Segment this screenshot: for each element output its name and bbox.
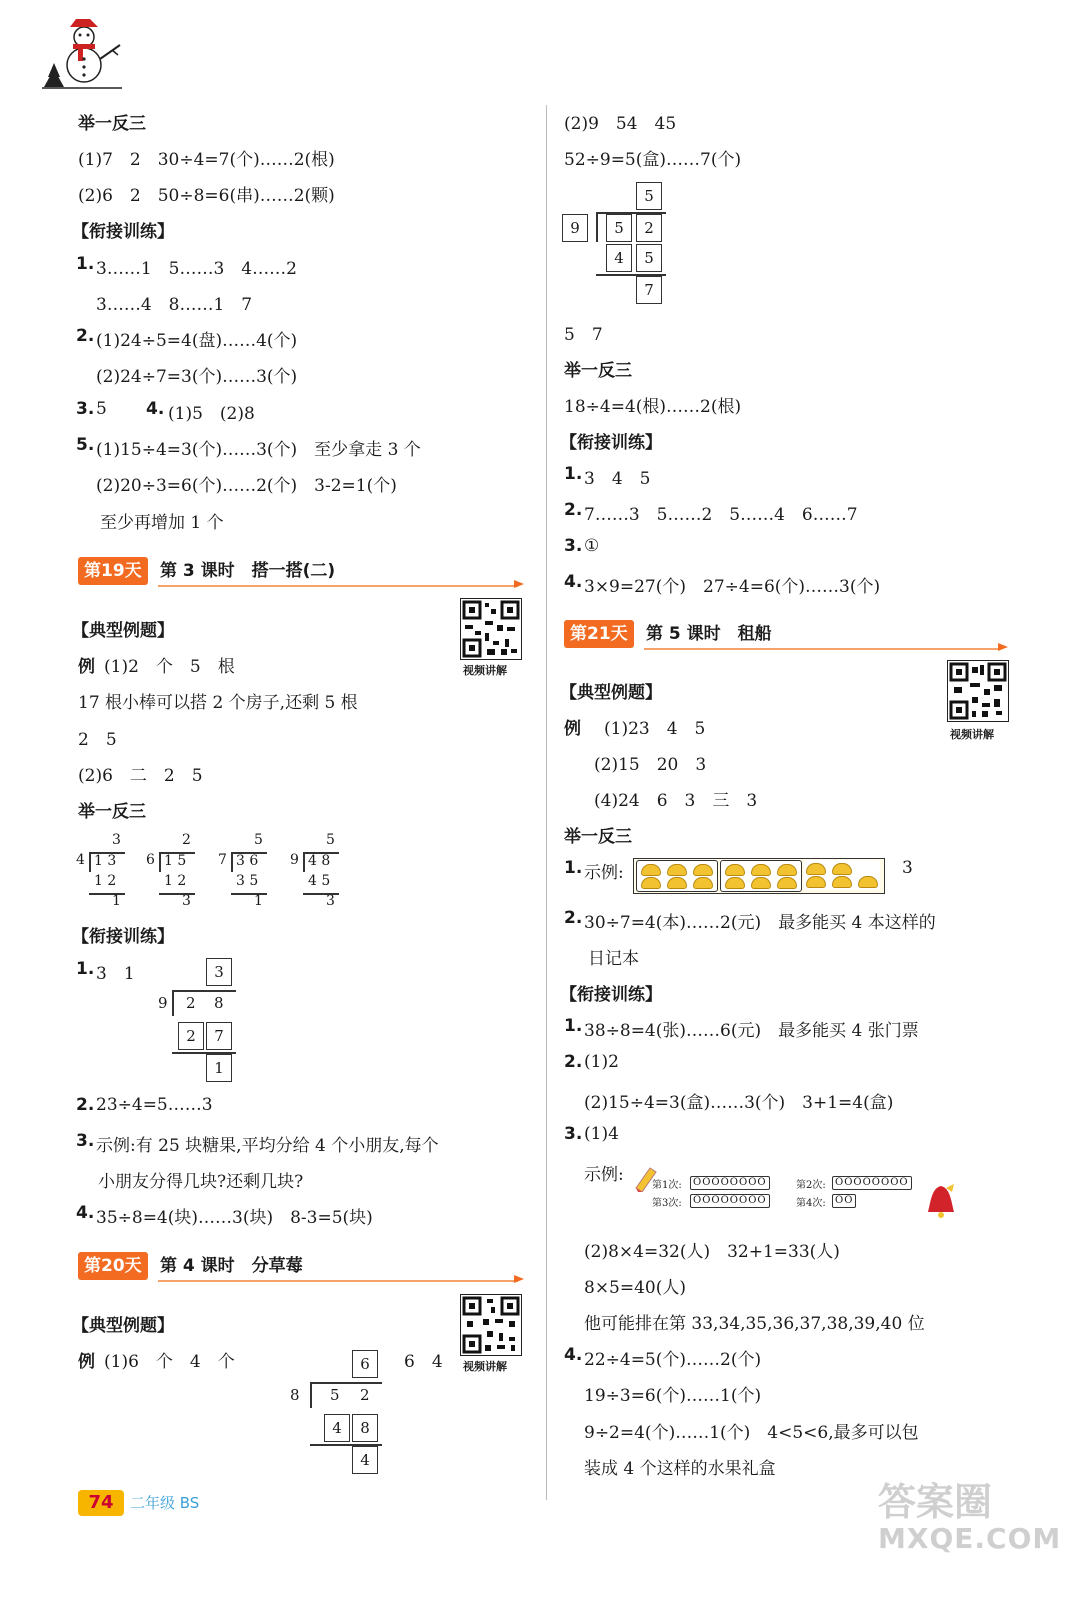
answer-line: 6 4 <box>404 1352 443 1372</box>
trip-label: 第3次: <box>652 1198 682 1209</box>
qr-code-icon[interactable] <box>947 660 1009 722</box>
answer-line: (1)15÷4=3(个)……3(个) 至少拿走 3 个 <box>96 440 421 460</box>
question-number: 4. <box>146 399 165 419</box>
answer-line: 日记本 <box>588 949 639 969</box>
question-number: 1. <box>564 858 583 878</box>
bread-groups-illustration <box>633 858 885 894</box>
grade-label: 二年级 BS <box>130 1494 200 1512</box>
answer-line: 3……1 5……3 4……2 <box>96 259 297 279</box>
day-badge: 第20天 <box>78 1252 148 1280</box>
answer-line: 2 5 <box>78 730 117 750</box>
lesson-title: 第 5 课时 租船 <box>646 624 772 644</box>
answer-line: (1)6 个 4 个 <box>104 1352 235 1372</box>
answer-line: ① <box>584 536 600 556</box>
answer-line: (1)23 4 5 <box>604 719 706 739</box>
day-19-header <box>78 557 526 585</box>
answer-line: 他可能排在第 33,34,35,36,37,38,39,40 位 <box>584 1314 925 1334</box>
question-number: 2. <box>564 908 583 928</box>
watermark-url: MXQE.COM <box>878 1522 1062 1555</box>
question-number: 4. <box>564 572 583 592</box>
section-heading: 【衔接训练】 <box>72 927 174 947</box>
qr-caption: 视频讲解 <box>950 728 994 741</box>
qr-caption: 视频讲解 <box>463 1360 507 1373</box>
long-division: 5 7 3 6 3 5 1 <box>218 832 298 912</box>
answer-line: 23÷4=5……3 <box>96 1095 213 1115</box>
arrow-icon <box>514 580 524 588</box>
header-underline <box>644 648 1000 650</box>
lesson-title: 第 3 课时 搭一搭(二) <box>160 561 336 581</box>
snowman-icon <box>40 15 125 93</box>
answer-line: (2)8×4=32(人) 32+1=33(人) <box>584 1242 840 1262</box>
answer-line: 52÷9=5(盒)……7(个) <box>564 150 742 170</box>
question-number: 1. <box>564 1016 583 1036</box>
answer-line: (1)5 (2)8 <box>168 404 255 424</box>
section-heading: 【典型例题】 <box>72 621 174 641</box>
section-heading: 举一反三 <box>78 114 146 134</box>
bell-icon <box>924 1182 958 1222</box>
day-badge: 第21天 <box>564 620 634 648</box>
header-underline <box>158 1280 518 1282</box>
boxed-division: 3 9 2 8 2 7 1 <box>150 956 250 1082</box>
bread-group <box>720 860 802 892</box>
answer-line: 5 <box>96 399 107 419</box>
section-heading: 【衔接训练】 <box>560 433 662 453</box>
answer-line: 22÷4=5(个)……2(个) <box>584 1350 762 1370</box>
answer-line: (1)2 个 5 根 <box>104 657 235 677</box>
watermark <box>878 1480 1061 1554</box>
answer-line: 9÷2=4(个)……1(个) 4<5<6,最多可以包 <box>584 1423 919 1443</box>
watermark-text: 答案圈 <box>878 1480 993 1524</box>
long-division: 3 4 1 3 1 2 1 <box>76 832 156 912</box>
answer-line: (2)6 2 50÷8=6(串)……2(颗) <box>78 186 335 206</box>
column-divider <box>546 105 547 1500</box>
day-20-header <box>78 1252 526 1280</box>
question-number: 3. <box>76 1131 95 1151</box>
question-number: 1. <box>76 959 95 979</box>
example-label: 例 <box>564 719 581 739</box>
question-number: 1. <box>76 254 95 274</box>
trip-label: 第1次: <box>652 1180 682 1191</box>
answer-line: 7……3 5……2 5……4 6……7 <box>584 505 858 525</box>
trip-people: OOOOOOOO <box>690 1176 770 1190</box>
answer-line: 18÷4=4(根)……2(根) <box>564 397 742 417</box>
question-number: 2. <box>76 1095 95 1115</box>
answer-line: 3 1 <box>96 964 135 984</box>
lesson-title: 第 4 课时 分草莓 <box>160 1256 303 1276</box>
page-number: 74 <box>78 1490 124 1516</box>
answer-line: (2)15 20 3 <box>594 755 707 775</box>
boxed-division: 6 8 5 2 4 8 4 <box>282 1348 392 1474</box>
section-heading: 举一反三 <box>564 361 632 381</box>
long-division: 5 9 4 8 4 5 3 <box>290 832 370 912</box>
day-badge: 第19天 <box>78 557 148 585</box>
bread-remainder <box>804 860 880 890</box>
answer-line: (1)4 <box>584 1124 619 1144</box>
answer-line: 5 7 <box>564 325 603 345</box>
section-heading: 【典型例题】 <box>72 1316 174 1336</box>
question-number: 4. <box>76 1203 95 1223</box>
example-label: 示例: <box>584 863 624 883</box>
question-number: 2. <box>564 1052 583 1072</box>
question-number: 4. <box>564 1345 583 1365</box>
trip-label: 第2次: <box>796 1180 826 1191</box>
answer-line: (2)20÷3=6(个)……2(个) 3-2=1(个) <box>96 476 397 496</box>
answer-line: 38÷8=4(张)……6(元) 最多能买 4 张门票 <box>584 1021 919 1041</box>
question-number: 3. <box>564 1124 583 1144</box>
answer-line: (4)24 6 3 三 3 <box>594 791 758 811</box>
header-underline <box>158 585 518 587</box>
arrow-icon <box>998 643 1008 651</box>
example-label: 例 <box>78 657 95 677</box>
trip-people: OO <box>832 1194 856 1208</box>
answer-line: 8×5=40(人) <box>584 1278 687 1298</box>
answer-line: 3 4 5 <box>584 469 651 489</box>
answer-line: (2)15÷4=3(盒)……3(个) 3+1=4(盒) <box>584 1093 894 1113</box>
answer-line: (2)24÷7=3(个)……3(个) <box>96 367 298 387</box>
section-heading: 【典型例题】 <box>560 683 662 703</box>
question-number: 5. <box>76 435 95 455</box>
day-21-header <box>564 620 1010 648</box>
qr-code-icon[interactable] <box>460 598 522 660</box>
section-heading: 举一反三 <box>78 802 146 822</box>
example-label: 示例: <box>584 1165 624 1185</box>
answer-line: 至少再增加 1 个 <box>100 513 224 533</box>
question-number: 3. <box>76 399 95 419</box>
qr-code-icon[interactable] <box>460 1294 522 1356</box>
answer-line: (1)7 2 30÷4=7(个)……2(根) <box>78 150 335 170</box>
bread-group <box>636 860 718 892</box>
answer-line: 3……4 8……1 7 <box>96 295 253 315</box>
answer-line: (1)2 <box>584 1052 619 1072</box>
question-number: 1. <box>564 464 583 484</box>
answer-line: 3 <box>902 858 913 878</box>
answer-line: 小朋友分得几块?还剩几块? <box>98 1172 304 1192</box>
answer-line: 示例:有 25 块糖果,平均分给 4 个小朋友,每个 <box>96 1136 439 1156</box>
trip-people: OOOOOOOO <box>832 1176 912 1190</box>
question-number: 2. <box>564 500 583 520</box>
answer-line: 35÷8=4(块)……3(块) 8-3=5(块) <box>96 1208 373 1228</box>
answer-line: 30÷7=4(本)……2(元) 最多能买 4 本这样的 <box>584 913 936 933</box>
question-number: 3. <box>564 536 583 556</box>
section-heading: 【衔接训练】 <box>560 985 662 1005</box>
answer-line: 17 根小棒可以搭 2 个房子,还剩 5 根 <box>78 693 358 713</box>
answer-line: 19÷3=6(个)……1(个) <box>584 1386 762 1406</box>
answer-line: (2)9 54 45 <box>564 114 677 134</box>
qr-caption: 视频讲解 <box>463 664 507 677</box>
answer-line: 装成 4 个这样的水果礼盒 <box>584 1459 776 1479</box>
example-label: 例 <box>78 1352 95 1372</box>
trip-label: 第4次: <box>796 1198 826 1209</box>
answer-line: (2)6 二 2 5 <box>78 766 203 786</box>
boxed-division: 5 9 5 2 4 5 7 <box>560 178 670 308</box>
question-number: 2. <box>76 326 95 346</box>
trip-people: OOOOOOOO <box>690 1194 770 1208</box>
section-heading: 举一反三 <box>564 827 632 847</box>
answer-line: (1)24÷5=4(盘)……4(个) <box>96 331 298 351</box>
arrow-icon <box>514 1275 524 1283</box>
section-heading: 【衔接训练】 <box>72 222 174 242</box>
long-division: 2 6 1 5 1 2 3 <box>146 832 226 912</box>
answer-line: 3×9=27(个) 27÷4=6(个)……3(个) <box>584 577 881 597</box>
